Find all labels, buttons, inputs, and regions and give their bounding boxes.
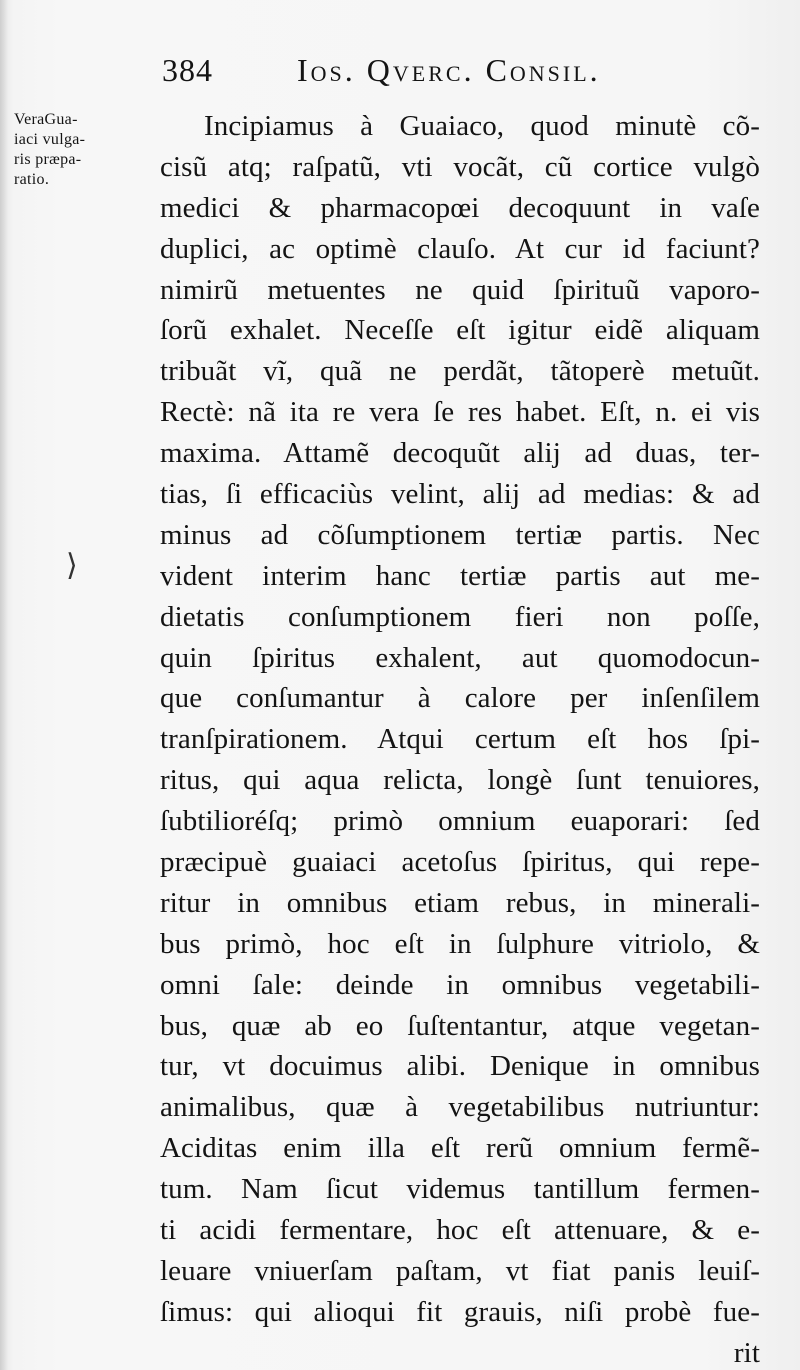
text-line: Rectè: nã ita re vera ſe res habet. Eſt, n. ei vis bbox=[160, 396, 760, 429]
text-line: Incipiamus à Guaiaco, quod minutè cõ- bbox=[204, 110, 760, 142]
text-line: dietatis conſumptionem fieri non poſſe, bbox=[160, 600, 760, 633]
text-line: cisũ atq; raſpatũ, vti vocãt, cũ cortice vulgò bbox=[160, 150, 760, 183]
text-line: Aciditas enim illa eſt rerũ omnium fermẽ- bbox=[160, 1132, 760, 1165]
text-line: tur, vt docuimus alibi. Denique in omnibus bbox=[160, 1050, 760, 1083]
text-line: quin ſpiritus exhalent, aut quomodocun- bbox=[160, 641, 760, 674]
text-line: tribuãt vĩ, quã ne perdãt, tãtoperè metuũt. bbox=[160, 355, 760, 388]
text-line: minus ad cõſumptionem tertiæ partis. Nec bbox=[160, 518, 760, 551]
page-edge-shadow bbox=[0, 0, 8, 1370]
text-line: maxima. Attamẽ decoquũt alij ad duas, ter- bbox=[160, 437, 760, 470]
text-line: vident interim hanc tertiæ partis aut me- bbox=[160, 559, 760, 592]
text-line: ritur in omnibus etiam rebus, in minerali- bbox=[160, 886, 760, 919]
text-line: bus, quæ ab eo ſuſtentantur, atque vegetan- bbox=[160, 1009, 760, 1042]
text-line: ſubtilioréſq; primò omnium euaporari: ſed bbox=[160, 805, 760, 838]
text-line: præcipuè guaiaci acetoſus ſpiritus, qui repe- bbox=[160, 846, 760, 879]
text-line: que conſumantur à calore per inſenſilem bbox=[160, 682, 760, 715]
margin-bracket-mark: ⟩ bbox=[66, 549, 78, 582]
running-head: Ios. Qverc. Consil. bbox=[297, 52, 601, 88]
text-line: bus primò, hoc eſt in ſulphure vitriolo, & bbox=[160, 927, 760, 960]
page-header bbox=[162, 52, 762, 102]
text-line: ſorũ exhalet. Neceſſe eſt igitur eidẽ aliquam bbox=[160, 314, 760, 347]
text-line: medici & pharmacopœi decoquunt in vaſe bbox=[160, 191, 760, 224]
text-line: ritus, qui aqua relicta, longè ſunt tenuiores, bbox=[160, 764, 760, 797]
margin-note-line: VeraGua- bbox=[14, 111, 78, 128]
text-line: ti acidi fermentare, hoc eſt attenuare, & e- bbox=[160, 1214, 760, 1247]
text-line: tranſpirationem. Atqui certum eſt hos ſpi- bbox=[160, 723, 760, 756]
catchword: rit bbox=[733, 1336, 760, 1369]
text-line: tias, ſi efficaciùs velint, alij ad medias: & ad bbox=[160, 478, 760, 511]
margin-note bbox=[14, 110, 164, 190]
text-line: leuare vniuerſam paſtam, vt fiat panis leuiſ- bbox=[160, 1254, 760, 1287]
text-line: tum. Nam ſicut videmus tantillum fermen- bbox=[160, 1173, 760, 1206]
text-line: ſimus: qui alioqui fit grauis, niſi probè fue- bbox=[160, 1295, 760, 1328]
text-line: nimirũ metuentes ne quid ſpirituũ vaporo- bbox=[160, 273, 760, 306]
page-number: 384 bbox=[162, 52, 213, 88]
text-line: omni ſale: deinde in omnibus vegetabili- bbox=[160, 968, 760, 1001]
margin-note-line: ratio. bbox=[14, 171, 50, 188]
margin-note-line: iaci vulga- bbox=[14, 131, 86, 148]
margin-note-line: ris præpa- bbox=[14, 151, 82, 168]
text-line: duplici, ac optimè clauſo. At cur id faciunt? bbox=[160, 232, 760, 265]
body-text bbox=[160, 106, 760, 1370]
text-line: animalibus, quæ à vegetabilibus nutriuntur: bbox=[160, 1091, 760, 1124]
